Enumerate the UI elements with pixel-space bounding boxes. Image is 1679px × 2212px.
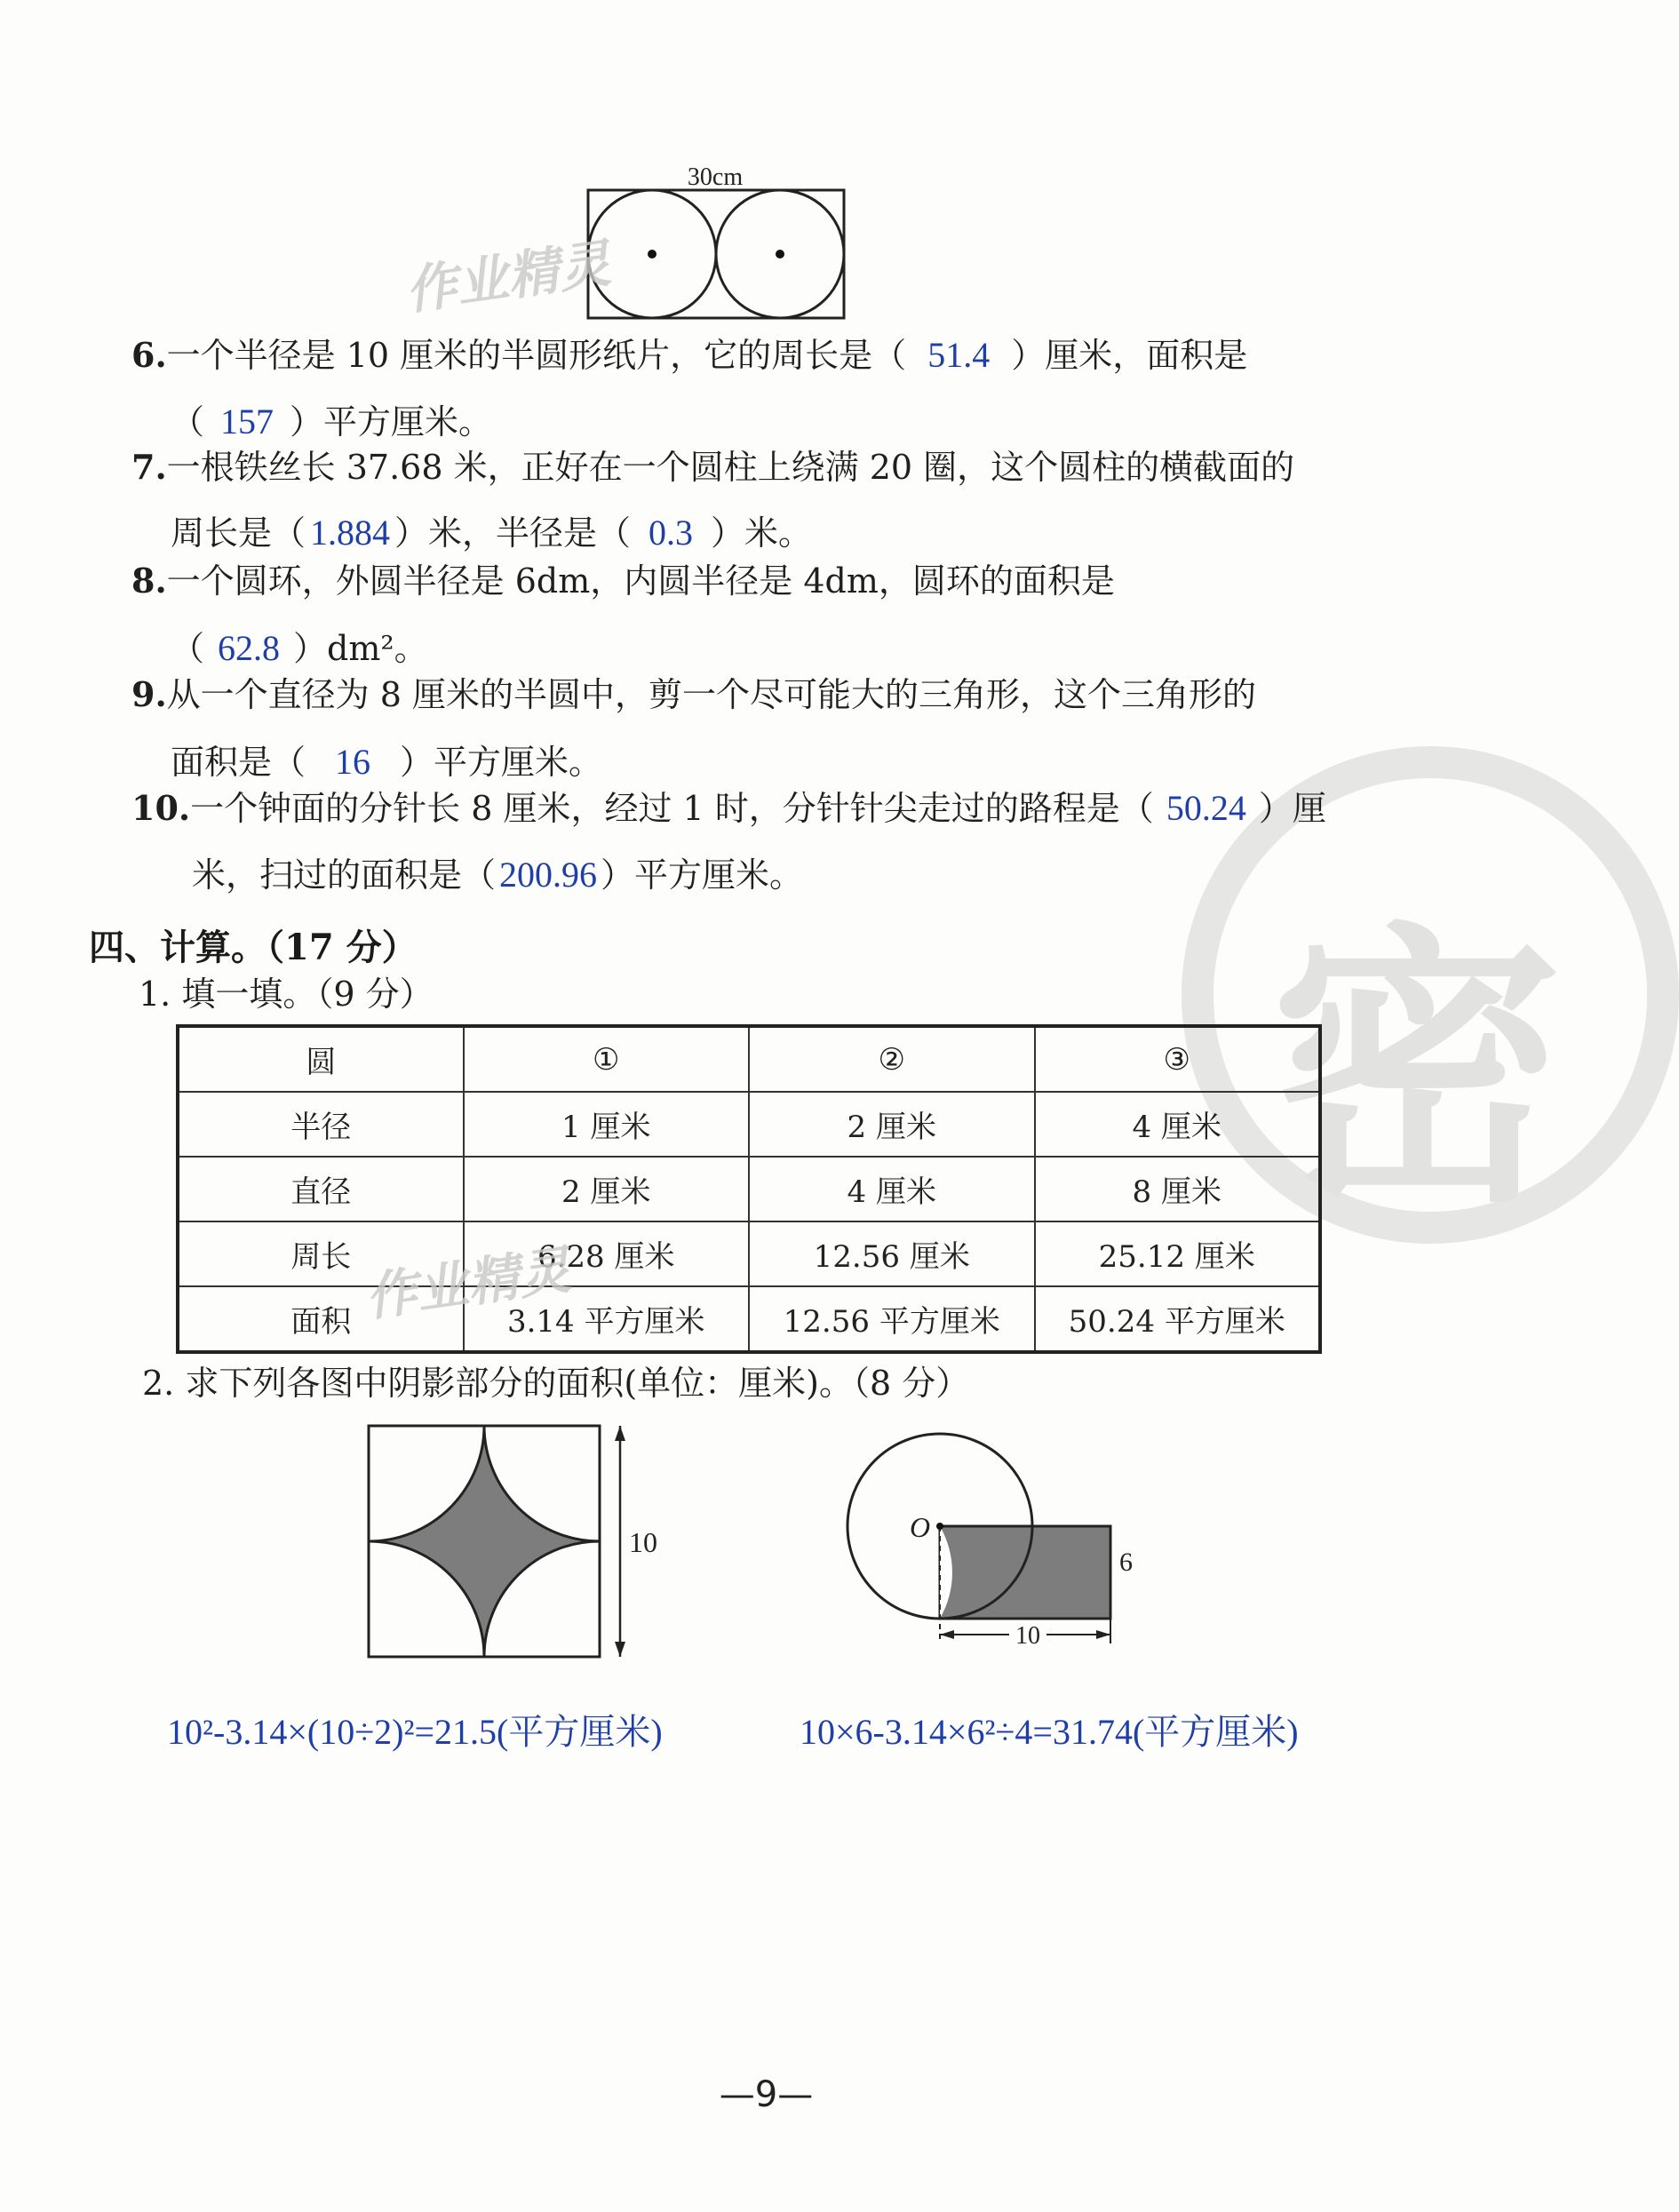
fig2-center-label: O (910, 1511, 931, 1543)
fig2-arrow-left (940, 1630, 954, 1639)
table-row (178, 1221, 1320, 1286)
quarter-circles-figure (355, 1412, 657, 1670)
two-circles-figure (577, 160, 862, 329)
question-7-line-1 (131, 447, 1295, 487)
part-2-label: 2. 求下列各图中阴影部分的面积(单位：厘米)。（8 分） (142, 1364, 970, 1403)
fig1-side-label: 10 (629, 1526, 657, 1558)
part-2-title (142, 1364, 970, 1403)
table-cell: 4 厘米 (749, 1157, 1035, 1221)
table-cell: 8 厘米 (1035, 1157, 1321, 1221)
question-10-line-1 (131, 788, 1326, 828)
question-9-number: 9. (131, 674, 167, 714)
question-10-text-c: 米，扫过的面积是（ (192, 855, 497, 895)
table-cell: 6.28 厘米 (464, 1221, 750, 1286)
question-7-number: 7. (131, 447, 167, 487)
question-8-number: 8. (131, 561, 167, 601)
section-4-title: 四、计算。（17 分） (89, 927, 418, 968)
question-9-text-a: 从一个直径为 8 厘米的半圆中，剪一个尽可能大的三角形，这个三角形的 (166, 675, 1257, 714)
fig1-formula: 10²-3.14×(10÷2)²=21.5(平方厘米) (167, 1712, 663, 1752)
table-cell: 50.24 平方厘米 (1035, 1286, 1321, 1352)
question-10-answer-2: 200.96 (499, 855, 598, 895)
part-1-title (139, 975, 434, 1014)
question-9-text-b: 面积是（ (171, 743, 306, 782)
question-6-answer-1: 51.4 (927, 335, 991, 375)
question-9-answer-1: 16 (335, 742, 371, 782)
question-9-text-c: ）平方厘米。 (400, 743, 603, 782)
question-10-number: 10. (131, 788, 191, 828)
table-cell: 2 厘米 (749, 1092, 1035, 1157)
question-7-text-b: 周长是（ (171, 513, 306, 553)
table-cell: 12.56 厘米 (749, 1221, 1035, 1286)
question-6-text-c: （ (171, 402, 205, 442)
question-8-answer-1: 62.8 (218, 628, 281, 668)
fig2-formula: 10×6-3.14×6²÷4=31.74(平方厘米) (800, 1712, 1299, 1752)
table-cell: 半径 (178, 1092, 464, 1157)
table-cell: 12.56 平方厘米 (749, 1286, 1035, 1352)
table-row (178, 1157, 1320, 1221)
question-7-line-2 (171, 515, 812, 551)
question-9-line-1 (131, 674, 1257, 714)
watermark-top: 作业精灵 (402, 233, 615, 322)
table-cell: ② (749, 1026, 1035, 1092)
fig2-center-dot (936, 1523, 943, 1530)
table-row (178, 1092, 1320, 1157)
table-cell: 25.12 厘米 (1035, 1221, 1321, 1286)
question-6-line-2 (171, 404, 492, 440)
question-8-line-1 (131, 561, 1115, 601)
question-7-answer-2: 0.3 (649, 513, 694, 553)
fig2-rectangle (940, 1526, 1110, 1619)
question-6-text-b: ）厘米，面积是 (1011, 336, 1248, 375)
fig1-shaded-region (369, 1426, 600, 1657)
table-cell: 4 厘米 (1035, 1092, 1321, 1157)
question-10-text-a: 一个钟面的分针长 8 厘米，经过 1 时，分针针尖走过的路程是（ (190, 789, 1154, 828)
table-cell: 3.14 平方厘米 (464, 1286, 750, 1352)
right-center-dot (776, 250, 784, 259)
question-10-line-2 (192, 857, 803, 893)
fig1-arrow-top (615, 1426, 625, 1441)
question-7-answer-1: 1.884 (310, 513, 391, 553)
question-7-text-d: ）米。 (711, 513, 813, 553)
circle-table (176, 1024, 1322, 1354)
question-8-text-c: ）dm²。 (293, 629, 428, 668)
part-1-label: 1. 填一填。（9 分） (139, 975, 434, 1014)
question-10-text-b: ）厘 (1258, 789, 1326, 828)
question-7-text-c: ）米，半径是（ (394, 513, 632, 553)
question-10-text-d: ）平方厘米。 (601, 855, 804, 895)
table-row (178, 1286, 1320, 1352)
table-cell: 1 厘米 (464, 1092, 750, 1157)
background-seal-char: 密 (1270, 900, 1564, 1241)
fig2-width-label: 10 (1015, 1622, 1040, 1650)
fig1-arrow-bottom (615, 1642, 625, 1657)
watermark-table: 作业精灵 (362, 1239, 575, 1328)
question-8-text-b: （ (171, 629, 205, 668)
table-header-row (178, 1026, 1320, 1092)
circle-rectangle-figure (835, 1457, 1155, 1652)
figure-width-label: 30cm (687, 163, 744, 191)
question-8-text-a: 一个圆环，外圆半径是 6dm，内圆半径是 4dm，圆环的面积是 (166, 561, 1115, 601)
question-9-line-2 (171, 744, 602, 780)
question-6-answer-2: 157 (220, 402, 275, 442)
table-cell: 圆 (178, 1026, 464, 1092)
question-8-line-2 (171, 628, 428, 668)
table-cell: 面积 (178, 1286, 464, 1352)
page-number: —9— (719, 2074, 814, 2115)
question-6-line-1 (131, 335, 1248, 375)
table-cell: ③ (1035, 1026, 1321, 1092)
left-center-dot (648, 250, 656, 259)
question-6-number: 6. (131, 335, 167, 375)
question-10-answer-1: 50.24 (1166, 788, 1246, 828)
question-6-text-a: 一个半径是 10 厘米的半圆形纸片，它的周长是（ (166, 336, 907, 375)
fig2-height-label: 6 (1119, 1548, 1133, 1577)
table-cell: 周长 (178, 1221, 464, 1286)
question-7-text-a: 一根铁丝长 37.68 米，正好在一个圆柱上绕满 20 圈，这个圆柱的横截面的 (166, 448, 1295, 487)
table-cell: 直径 (178, 1157, 464, 1221)
table-cell: ① (464, 1026, 750, 1092)
table-cell: 2 厘米 (464, 1157, 750, 1221)
fig2-arrow-right (1096, 1630, 1110, 1639)
question-6-text-d: ）平方厘米。 (290, 402, 493, 442)
